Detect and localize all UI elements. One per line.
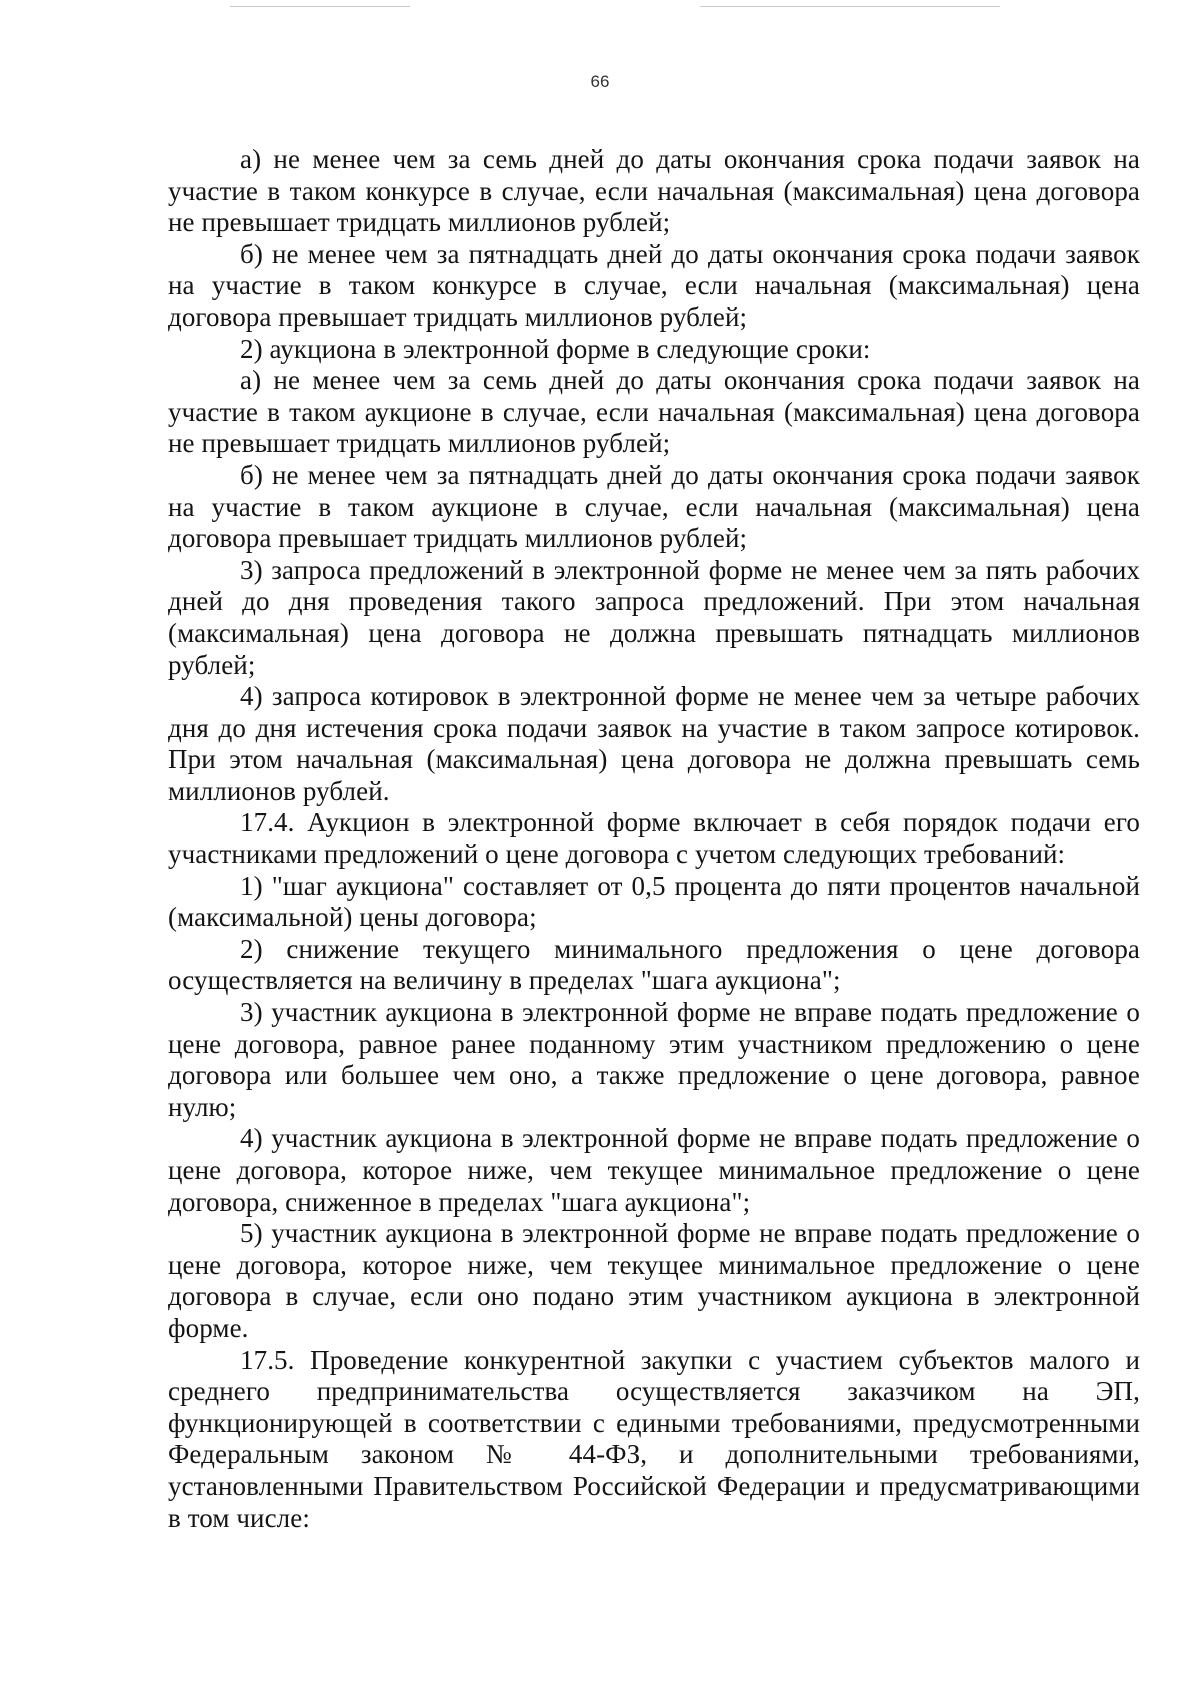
paragraph-item-2-auction: 2) аукциона в электронной форме в следующие сроки: bbox=[240, 333, 871, 364]
scan-artifact-line bbox=[230, 6, 410, 7]
paragraph-2b-contest-15-days: б) не менее чем за пятнадцать дней до даты окончания срока подачи заявок на участие в таком конкурсе в случае, если начальная (максимальная) цена договора превышает тридцать миллионов рублей; bbox=[168, 238, 1140, 332]
paragraph-17-4-item-5: 5) участник аукциона в электронной форме не вправе подать предложение о цене договора, которое ниже, чем текущее минимальное предложение о цене договора в случае, если оно подано этим участником аукциона в электронной форме. bbox=[168, 1218, 1140, 1343]
paragraph-item-3-proposals: 3) запроса предложений в электронной форме не менее чем за пять рабочих дней до дня проведения такого запроса предложений. При этом начальная (максимальная) цена договора не должна превышать пятнадцать миллионов рублей; bbox=[168, 554, 1140, 680]
document-body bbox=[168, 144, 1140, 1534]
paragraph-17-5: 17.5. Проведение конкурентной закупки с участием субъектов малого и среднего предпринимательства осуществляется заказчиком на ЭП, функционирующей в соответствии с едиными требованиями, предусмотренными Федеральным законом № 44-ФЗ, и дополнительными требованиями, установленными Правительством Российской Федерации и предусматривающими в том числе: bbox=[168, 1344, 1140, 1533]
paragraph-item-4-quotations: 4) запроса котировок в электронной форме не менее чем за четыре рабочих дня до дня истечения срока подачи заявок на участие в таком запросе котировок. При этом начальная (максимальная) цена договора не должна превышать семь миллионов рублей. bbox=[168, 681, 1140, 806]
scan-artifact-line bbox=[700, 6, 1000, 7]
paragraph-17-4: 17.4. Аукцион в электронной форме включает в себя порядок подачи его участниками предложений о цене договора с учетом следующих требований: bbox=[168, 807, 1140, 870]
paragraph-17-4-item-2: 2) снижение текущего минимального предложения о цене договора осуществляется на величину в пределах "шага аукциона"; bbox=[168, 933, 1140, 996]
page-number: 66 bbox=[590, 72, 610, 91]
paragraph-auction-a-7-days: а) не менее чем за семь дней до даты окончания срока подачи заявок на участие в таком аукционе в случае, если начальная (максимальная) цена договора не превышает тридцать миллионов рублей; bbox=[168, 365, 1140, 459]
paragraph-17-4-item-4: 4) участник аукциона в электронной форме не вправе подать предложение о цене договора, которое ниже, чем текущее минимальное предложение о цене договора, сниженное в пределах "шага аукциона"; bbox=[168, 1123, 1140, 1217]
paragraph-17-4-item-1: 1) "шаг аукциона" составляет от 0,5 процента до пяти процентов начальной (максимальной) цены договора; bbox=[168, 870, 1140, 933]
paragraph-17-4-item-3: 3) участник аукциона в электронной форме не вправе подать предложение о цене договора, равное ранее поданному этим участником предложению о цене договора или большее чем оно, а также предложение о цене договора, равное нулю; bbox=[168, 997, 1140, 1122]
paragraph-2a-contest-7-days: а) не менее чем за семь дней до даты окончания срока подачи заявок на участие в таком конкурсе в случае, если начальная (максимальная) цена договора не превышает тридцать миллионов рублей; bbox=[168, 144, 1140, 238]
paragraph-auction-b-15-days: б) не менее чем за пятнадцать дней до даты окончания срока подачи заявок на участие в таком аукционе в случае, если начальная (максимальная) цена договора превышает тридцать миллионов рублей; bbox=[168, 459, 1140, 554]
